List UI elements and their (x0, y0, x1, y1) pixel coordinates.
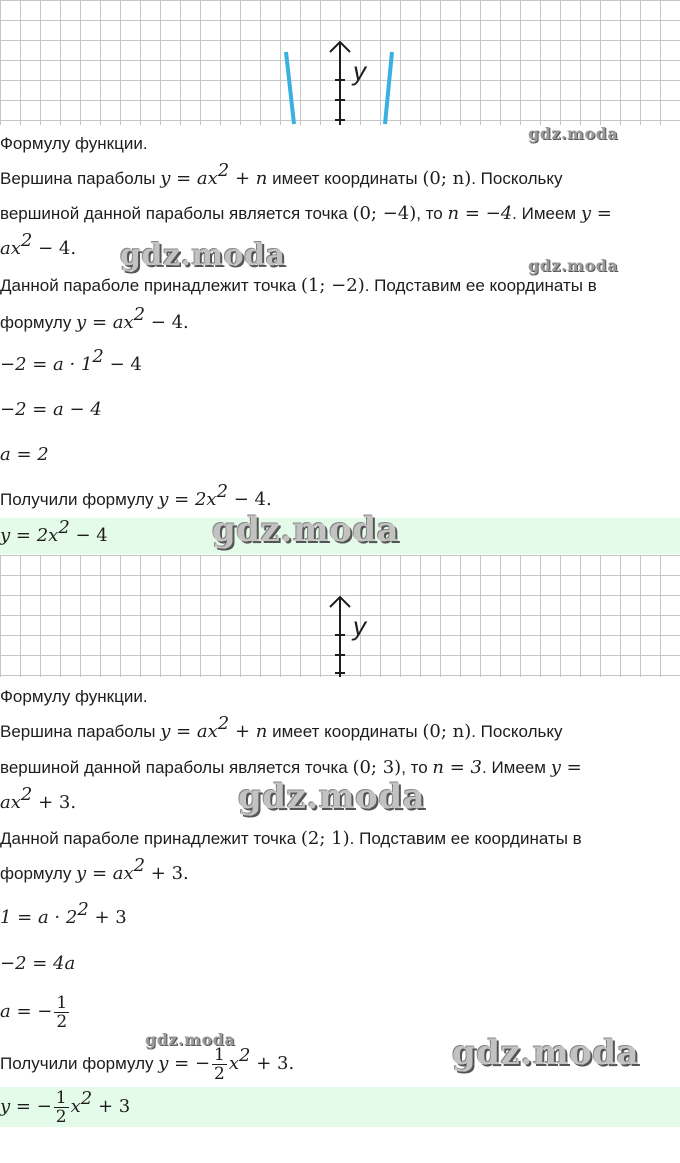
fraction: $\frac{1}{2}$ (214, 1045, 225, 1085)
fraction: $\frac{1}{2}$ (56, 993, 68, 1033)
watermark: gdz.moda (528, 124, 619, 143)
y-axis-label: y (353, 56, 366, 86)
text-line: Получили формулу y = − $\frac{1}{2}$ $x^2 + 3$. (0, 1045, 295, 1085)
equation-line: a = − $\frac{1}{2}$ (0, 993, 68, 1033)
text-line: формулу $y = ax^2 - 4$. (0, 304, 189, 333)
equation-line: $1 = a \cdot 2^2 + 3$ (0, 899, 127, 928)
watermark: gdz.moda (120, 238, 286, 273)
text-line: вершиной данной параболы является точка (0; 3), то n = 3. Имеем y = (0, 757, 582, 778)
watermark: gdz.moda (452, 1033, 640, 1073)
text-line: Получили формулу $y = 2x^2 - 4$. (0, 481, 272, 510)
text-line: Вершина параболы $y = ax^2 + n$ имеет координаты (0; n). Поскольку (0, 160, 563, 189)
text-line: Данной параболе принадлежит точка (2; 1). Подставим ее координаты в (0, 828, 582, 849)
watermark: gdz.moda (212, 510, 400, 550)
parabola-left-branch (286, 52, 294, 124)
fraction: $\frac{1}{2}$ (55, 1088, 67, 1128)
text-line: Формулу функции. (0, 687, 148, 706)
graph-fragment-2 (0, 555, 680, 677)
equation-line: −2 = 4a (0, 953, 76, 974)
parabola-graph-2 (0, 555, 680, 677)
answer-box-2 (0, 1087, 680, 1127)
watermark: gdz.moda (528, 256, 619, 275)
equation-line: $-2 = a \cdot 1^2 - 4$ (0, 346, 142, 375)
text-line: вершиной данной параболы является точка (0; −4), то n = −4. Имеем y = (0, 203, 612, 224)
answer-formula: $y = 2x^2 - 4$ (0, 517, 108, 546)
watermark: gdz.moda (238, 777, 426, 817)
text-line: Формулу функции. (0, 134, 148, 153)
text-line: $ax^2 - 4$. (0, 230, 77, 259)
y-axis-label: y (353, 611, 366, 641)
answer-formula: y = − $\frac{1}{2}$ $x^2 + 3$ (0, 1088, 131, 1128)
text-line: Вершина параболы $y = ax^2 + n$ имеет координаты (0; n). Поскольку (0, 713, 563, 742)
graph-fragment-1 (0, 0, 680, 125)
watermark: gdz.moda (145, 1030, 236, 1049)
equation-line: a = 2 (0, 444, 49, 465)
equation-line: −2 = a − 4 (0, 399, 102, 420)
parabola-right-branch (385, 52, 392, 124)
text-line: формулу $y = ax^2 + 3$. (0, 855, 189, 884)
text-line: $ax^2 + 3$. (0, 784, 77, 813)
text-line: Данной параболе принадлежит точка (1; −2). Подставим ее координаты в (0, 275, 597, 296)
parabola-graph-1 (0, 0, 680, 125)
